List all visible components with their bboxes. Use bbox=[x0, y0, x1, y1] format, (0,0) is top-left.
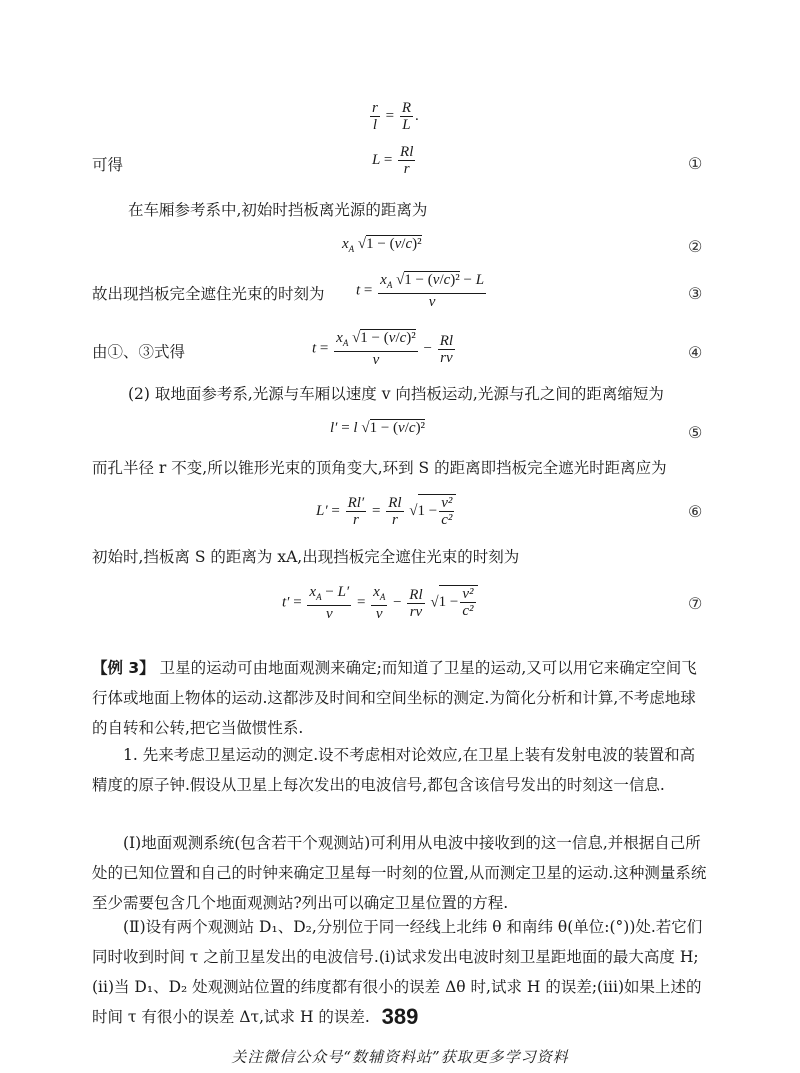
equation-number-3: ③ bbox=[688, 284, 703, 303]
example-paragraph-4: (Ⅱ)设有两个观测站 D₁、D₂,分别位于同一经线上北纬 θ 和南纬 θ(单位:(°))处.若它们同时收到时间 τ 之前卫星发出的电波信号.(i)试求发出电波时刻卫星距地面的最大高度 H;(ii)当 D₁、D₂ 处观测站位置的纬度都有很小的误差 Δθ 时,试求 H 的误差;(iii)如果上述的时间 τ 有很小的误差 Δτ,试求 H 的误差. bbox=[92, 918, 703, 1026]
equation-number-6: ⑥ bbox=[688, 502, 703, 521]
formula-4: t = $\frac{x_A √1 - (v/c)^2}{v}$ − $\frac{Rl}{rv}$ bbox=[312, 330, 454, 368]
text-part2: (2) 取地面参考系,光源与车厢以速度 v 向挡板运动,光源与孔之间的距离缩短为 bbox=[128, 385, 664, 403]
example-paragraph-2: 1. 先来考虑卫星运动的测定.设不考虑相对论效应,在卫星上装有发射电波的装置和高精度的原子钟.假设从卫星上每次发出的电波信号,都包含该信号发出的时刻这一信息. bbox=[92, 746, 696, 794]
text-keyide: 可得 bbox=[92, 156, 124, 174]
example-tag: 【例 3】 bbox=[92, 659, 155, 677]
example-paragraph-3: (Ⅰ)地面观测系统(包含若干个观测站)可利用从电波中接收到的这一信息,并根据自己所处的已知位置和自己的时钟来确定卫星每一时刻的位置,从而测定卫星的运动.这种测量系统至少需要包含几个地面观测站?列出可以确定卫星位置的方程. bbox=[92, 834, 707, 912]
text-chexiang: 在车厢参考系中,初始时挡板离光源的距离为 bbox=[128, 201, 428, 219]
formula-ratio: $\frac{r}{l}$ = $\frac{R}{L}$ . bbox=[372, 100, 419, 133]
text-you13: 由①、③式得 bbox=[92, 343, 186, 361]
equation-number-2: ② bbox=[688, 237, 703, 256]
equation-number-5: ⑤ bbox=[688, 423, 703, 442]
equation-number-7: ⑦ bbox=[688, 594, 703, 613]
example-paragraph-1: 卫星的运动可由地面观测来确定;而知道了卫星的运动,又可以用它来确定空间飞行体或地面上物体的运动.这都涉及时间和空间坐标的测定.为简化分析和计算,不考虑地球的自转和公转,把它当做惯性系. bbox=[92, 659, 697, 737]
formula-3: t = $\frac{x_A √1 - (v/c)^2 - L}{v}$ bbox=[356, 272, 485, 310]
equation-number-1: ① bbox=[688, 154, 703, 173]
equation-number-4: ④ bbox=[688, 343, 703, 362]
formula-1: L = $\frac{Rl}{r}$ bbox=[372, 144, 414, 177]
example-3-intro bbox=[92, 653, 710, 743]
text-guchuxian: 故出现挡板完全遮住光束的时刻为 bbox=[92, 285, 325, 303]
formula-2: $x_A$ √1 − (v/c)² bbox=[342, 236, 422, 254]
formula-5: l′ = l √1 − (v/c)² bbox=[330, 420, 426, 436]
page-number: 389 bbox=[381, 1004, 419, 1029]
text-kongbanjing: 而孔半径 r 不变,所以锥形光束的顶角变大,环到 S 的距离即挡板完全遮光时距离应为 bbox=[92, 459, 667, 477]
footer-notice: 关注微信公众号“数辅资料站”获取更多学习资料 bbox=[231, 1048, 569, 1066]
formula-6: L′ = $\frac{Rl'}{r}$ = $\frac{Rl}{r}$ √1 − $\frac{\text{v²}}{\text{c²}}$ bbox=[316, 494, 456, 528]
formula-7: t′ = $\frac{x_A - L'}{v}$ = $\frac{x_A}{v}$ − $\frac{Rl}{rv}$ √1 − $\frac{\text{v²}}{\text{c²}}$ bbox=[282, 584, 478, 622]
text-chushishi: 初始时,挡板离 S 的距离为 xA,出现挡板完全遮住光束的时刻为 bbox=[92, 548, 520, 566]
